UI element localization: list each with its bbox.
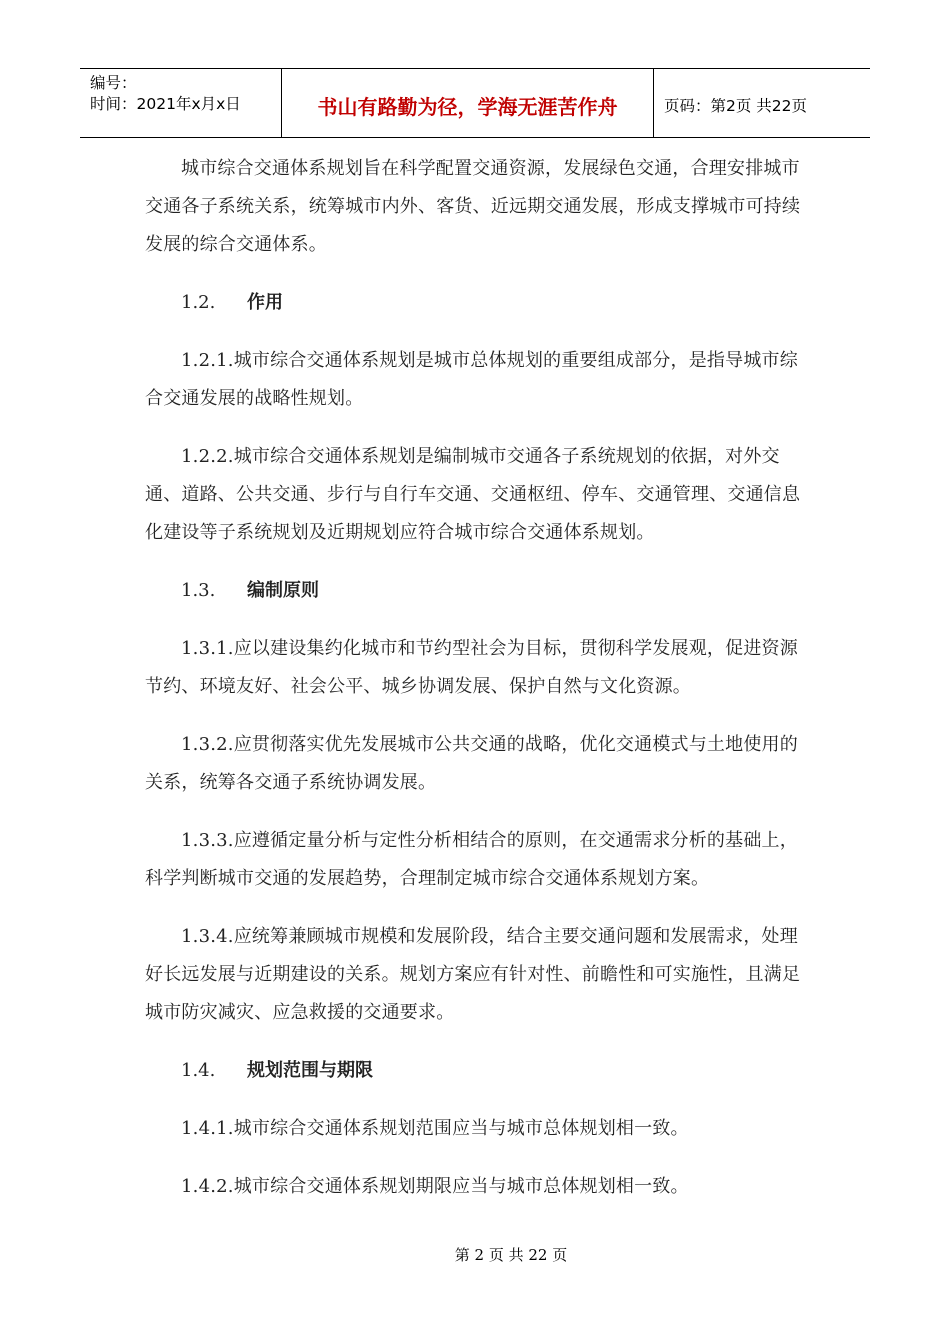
paragraph: 1.3.4.应统筹兼顾城市规模和发展阶段，结合主要交通问题和发展需求，处理好长远发展与近期建设的关系。规划方案应有针对性、前瞻性和可实施性，且满足城市防灾减灾、应急救援的交通要求。	[145, 926, 801, 1023]
document-number: 编号：	[90, 74, 137, 92]
paragraph: 1.4.1.城市综合交通体系规划范围应当与城市总体规划相一致。	[181, 1118, 689, 1139]
section-heading	[181, 1052, 805, 1090]
header-page-info: 页码：第2页 共22页	[664, 97, 808, 115]
section-title: 规划范围与期限	[247, 1060, 373, 1081]
header-motto: 书山有路勤为径，学海无涯苦作舟	[282, 69, 654, 137]
paragraph: 1.3.1.应以建设集约化城市和节约型社会为目标，贯彻科学发展观，促进资源节约、环境友好、社会公平、城乡协调发展、保护自然与文化资源。	[145, 638, 798, 697]
section-number: 1.3.	[181, 580, 216, 601]
page-footer	[0, 1244, 950, 1265]
page-header	[80, 68, 870, 138]
header-meta	[80, 69, 282, 137]
paragraph: 1.3.2.应贯彻落实优先发展城市公共交通的战略，优化交通模式与土地使用的关系，统筹各交通子系统协调发展。	[145, 734, 798, 793]
paragraph: 1.4.2.城市综合交通体系规划期限应当与城市总体规划相一致。	[181, 1176, 689, 1197]
section-number: 1.2.	[181, 292, 216, 313]
paragraph: 1.2.2.城市综合交通体系规划是编制城市交通各子系统规划的依据，对外交通、道路、公共交通、步行与自行车交通、交通枢纽、停车、交通管理、交通信息化建设等子系统规划及近期规划应符合城市综合交通体系规划。	[145, 446, 801, 543]
paragraph: 城市综合交通体系规划旨在科学配置交通资源，发展绿色交通，合理安排城市交通各子系统关系，统筹城市内外、客货、近远期交通发展，形成支撑城市可持续发展的综合交通体系。	[145, 158, 801, 255]
paragraph: 1.3.3.应遵循定量分析与定性分析相结合的原则，在交通需求分析的基础上，科学判断城市交通的发展趋势，合理制定城市综合交通体系规划方案。	[145, 830, 798, 889]
section-heading	[181, 284, 805, 322]
section-heading	[181, 572, 805, 610]
document-time: 时间：2021年x月x日	[90, 95, 241, 113]
section-number: 1.4.	[181, 1060, 216, 1081]
section-title: 编制原则	[247, 580, 319, 601]
paragraph: 1.2.1.城市综合交通体系规划是城市总体规划的重要组成部分，是指导城市综合交通发展的战略性规划。	[145, 350, 798, 409]
document-body	[145, 150, 805, 1226]
section-title: 作用	[247, 292, 283, 313]
page-number: 第 2 页 共 22 页	[454, 1246, 568, 1264]
